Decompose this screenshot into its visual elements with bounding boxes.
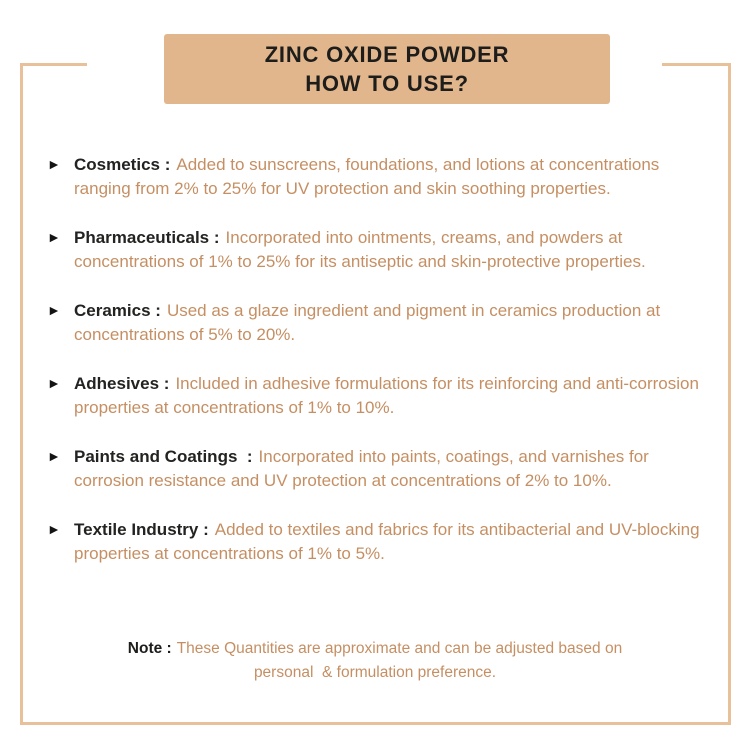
usage-item-text [74, 299, 715, 346]
page-title-line-2: HOW TO USE? [305, 71, 469, 96]
arrow-bullet-icon: ► [47, 229, 61, 245]
frame-line-right [728, 63, 731, 725]
usage-label: Paints and Coatings : [74, 447, 253, 466]
usage-item-text [74, 445, 715, 492]
usage-description: Included in adhesive formulations for its reinforcing and anti-corrosion properties at concentrations of 1% to 10%. [74, 374, 699, 417]
usage-item-textile-industry [47, 518, 715, 565]
usage-item-adhesives [47, 372, 715, 419]
usage-item-text [74, 372, 715, 419]
usage-description: Added to textiles and fabrics for its antibacterial and UV-blocking properties at concentrations of 1% to 5%. [74, 520, 700, 563]
frame-line-bottom [20, 722, 731, 725]
usage-label: Cosmetics : [74, 155, 171, 174]
usage-item-ceramics [47, 299, 715, 346]
frame-line-left [20, 63, 23, 725]
usage-description: Incorporated into ointments, creams, and powders at concentrations of 1% to 25% for its antiseptic and skin-protective properties. [74, 228, 646, 271]
usage-label: Adhesives : [74, 374, 170, 393]
arrow-bullet-icon: ► [47, 521, 61, 537]
usage-label: Ceramics : [74, 301, 161, 320]
title-banner [164, 34, 610, 104]
frame-line-top-left [20, 63, 87, 66]
usage-description: Added to sunscreens, foundations, and lotions at concentrations ranging from 2% to 25% for UV protection and skin soothing properties. [74, 155, 660, 198]
note-label: Note : [127, 640, 172, 657]
page-title-line-1: ZINC OXIDE POWDER [264, 42, 510, 67]
arrow-bullet-icon: ► [47, 448, 61, 464]
usage-description: Used as a glaze ingredient and pigment in ceramics production at concentrations of 5% to 20%. [74, 301, 661, 344]
note-text: These Quantities are approximate and can be adjusted based on personal & formulation preference. [176, 640, 627, 681]
usage-item-text [74, 153, 715, 200]
note [113, 637, 637, 684]
usage-item-text [74, 518, 715, 565]
usage-item-paints-coatings [47, 445, 715, 492]
frame-line-top-right [662, 63, 731, 66]
usage-label: Textile Industry : [74, 520, 209, 539]
usage-item-pharmaceuticals [47, 226, 715, 273]
arrow-bullet-icon: ► [47, 375, 61, 391]
arrow-bullet-icon: ► [47, 302, 61, 318]
arrow-bullet-icon: ► [47, 156, 61, 172]
usage-list [47, 153, 715, 591]
usage-item-text [74, 226, 715, 273]
usage-description: Incorporated into paints, coatings, and varnishes for corrosion resistance and UV protection at concentrations of 2% to 10%. [74, 447, 649, 490]
usage-label: Pharmaceuticals : [74, 228, 220, 247]
usage-item-cosmetics [47, 153, 715, 200]
